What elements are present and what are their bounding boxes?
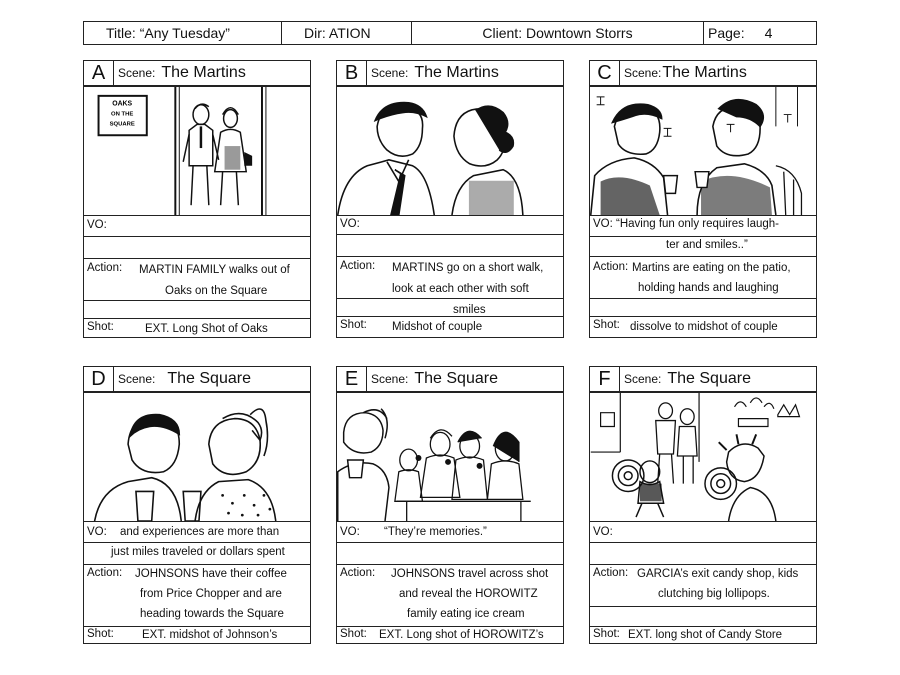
shot-label: Shot:: [593, 319, 620, 331]
sketch-couple-walking: [337, 87, 563, 215]
panel-letter: C: [590, 61, 620, 85]
vo-line: and experiences are more than: [120, 526, 280, 538]
sketch-frame: [83, 392, 311, 522]
scene-name: The Martins: [414, 64, 499, 81]
action-line: family eating ice cream: [407, 608, 525, 620]
vo-label: VO:: [87, 526, 107, 538]
action-line: MARTINS go on a short walk,: [392, 262, 544, 274]
storyboard-header: [83, 21, 817, 45]
sketch-frame: [336, 86, 564, 216]
sketch-frame: [83, 86, 311, 216]
action-line: JOHNSONS travel across shot: [391, 568, 549, 580]
action-label: Action:: [593, 261, 629, 273]
action-label: Action:: [87, 262, 123, 274]
scene-label: Scene:: [118, 66, 156, 80]
oaks-sign-line: ON THE: [111, 111, 134, 118]
scene-label: Scene:: [624, 372, 662, 386]
panel-letter: A: [84, 61, 114, 85]
woman-figure: [195, 409, 276, 521]
panel-letter: E: [337, 367, 367, 391]
scene-label: Scene:: [624, 66, 662, 80]
director-text: Dir: ATION: [304, 25, 371, 41]
vo-line: “Having fun only requires laugh-: [616, 218, 780, 230]
woman-figure: [452, 106, 523, 215]
sketch-couple-on-patio: [590, 87, 816, 215]
shot-label: Shot:: [340, 319, 367, 331]
notes-area: [589, 522, 817, 644]
scene-label: Scene:: [118, 372, 156, 386]
action-line: Oaks on the Square: [165, 285, 268, 297]
notes-area: [336, 216, 564, 338]
shot-label: Shot:: [340, 628, 367, 640]
client-cell: [412, 22, 704, 44]
action-line: look at each other with soft: [392, 283, 529, 295]
shot-text: dissolve to midshot of couple: [630, 321, 778, 333]
kid-with-lollipop: [705, 434, 776, 521]
shirt-dots: [221, 494, 271, 516]
action-line: holding hands and laughing: [638, 282, 779, 294]
scene-bar: [83, 366, 311, 392]
panel-letter: F: [590, 367, 620, 391]
sketch-johnsons-with-coffee: [84, 393, 310, 521]
action-line: smiles: [453, 304, 486, 316]
action-label: Action:: [340, 260, 376, 272]
action-line: GARCIA’s exit candy shop, kids: [637, 568, 799, 580]
action-label: Action:: [340, 567, 376, 579]
man-figure: [338, 103, 434, 215]
coffee-cups: [136, 491, 201, 521]
vo-line: ter and smiles..”: [666, 239, 748, 251]
action-line: JOHNSONS have their coffee: [135, 568, 287, 580]
action-label: Action:: [593, 567, 629, 579]
scene-label: Scene:: [371, 372, 409, 386]
shot-text: EXT. Long Shot of Oaks: [145, 323, 268, 335]
vo-label: VO:: [87, 219, 107, 231]
scene-name: The Square: [414, 370, 498, 387]
scene-label: Scene:: [371, 66, 409, 80]
man-sweater-shading: [601, 177, 660, 215]
action-line: MARTIN FAMILY walks out of: [139, 264, 290, 276]
shot-text: EXT. midshot of Johnson’s: [142, 629, 278, 641]
panel-letter: D: [84, 367, 114, 391]
notes-area: [83, 216, 311, 338]
page-label: Page:: [708, 25, 745, 41]
vo-line: “They’re memories.”: [384, 526, 487, 538]
notes-area: [336, 522, 564, 644]
vo-label: VO:: [593, 526, 613, 538]
title-text: Title: “Any Tuesday”: [106, 25, 230, 41]
shot-label: Shot:: [87, 628, 114, 640]
horowitz-family: [395, 430, 531, 521]
scene-bar: [589, 60, 817, 86]
passing-woman: [338, 409, 389, 521]
director-cell: [282, 22, 412, 44]
sketch-horowitz-family-ice-cream: [337, 393, 563, 521]
dress-hatching: [225, 146, 241, 170]
notes-area: [589, 216, 817, 338]
scene-bar: [83, 60, 311, 86]
action-line: from Price Chopper and are: [140, 588, 282, 600]
vo-label: VO:: [593, 218, 613, 230]
action-line: clutching big lollipops.: [658, 588, 770, 600]
vo-label: VO:: [340, 218, 360, 230]
client-text: Client: Downtown Storrs: [482, 25, 633, 41]
man-figure: [183, 104, 218, 205]
panel-letter: B: [337, 61, 367, 85]
action-line: and reveal the HOROWITZ: [399, 588, 538, 600]
scene-bar: [336, 60, 564, 86]
action-label: Action:: [87, 567, 123, 579]
kid-clothing-shading: [640, 484, 662, 502]
scene-name: The Martins: [662, 64, 747, 81]
action-line: Martins are eating on the patio,: [632, 262, 791, 274]
shot-label: Shot:: [593, 628, 620, 640]
notes-area: [83, 522, 311, 644]
title-cell: [84, 22, 282, 44]
page-number: 4: [764, 25, 773, 41]
scene-bar: [336, 366, 564, 392]
shot-text: Midshot of couple: [392, 321, 483, 333]
parents-figures: [656, 403, 697, 484]
shot-text: EXT. Long shot of HOROWITZ’s: [379, 629, 544, 641]
vo-line: just miles traveled or dollars spent: [111, 546, 285, 558]
scene-name: The Martins: [161, 64, 246, 81]
page-cell: [704, 22, 816, 44]
sketch-frame: [589, 86, 817, 216]
vo-label: VO:: [340, 526, 360, 538]
handbag: [244, 152, 252, 166]
sketch-garcias-candy-store: [590, 393, 816, 521]
oaks-sign-line: OAKS: [112, 100, 133, 108]
scene-bar: [589, 366, 817, 392]
woman-top-shading: [701, 176, 772, 215]
oaks-sign-line: SQUARE: [109, 121, 135, 128]
shot-label: Shot:: [87, 321, 114, 333]
shot-text: EXT. long shot of Candy Store: [628, 629, 783, 641]
sketch-martins-leaving-oaks: [84, 87, 310, 215]
scene-name: The Square: [167, 370, 251, 387]
action-line: heading towards the Square: [140, 608, 284, 620]
scene-name: The Square: [667, 370, 751, 387]
sketch-frame: [336, 392, 564, 522]
sketch-frame: [589, 392, 817, 522]
